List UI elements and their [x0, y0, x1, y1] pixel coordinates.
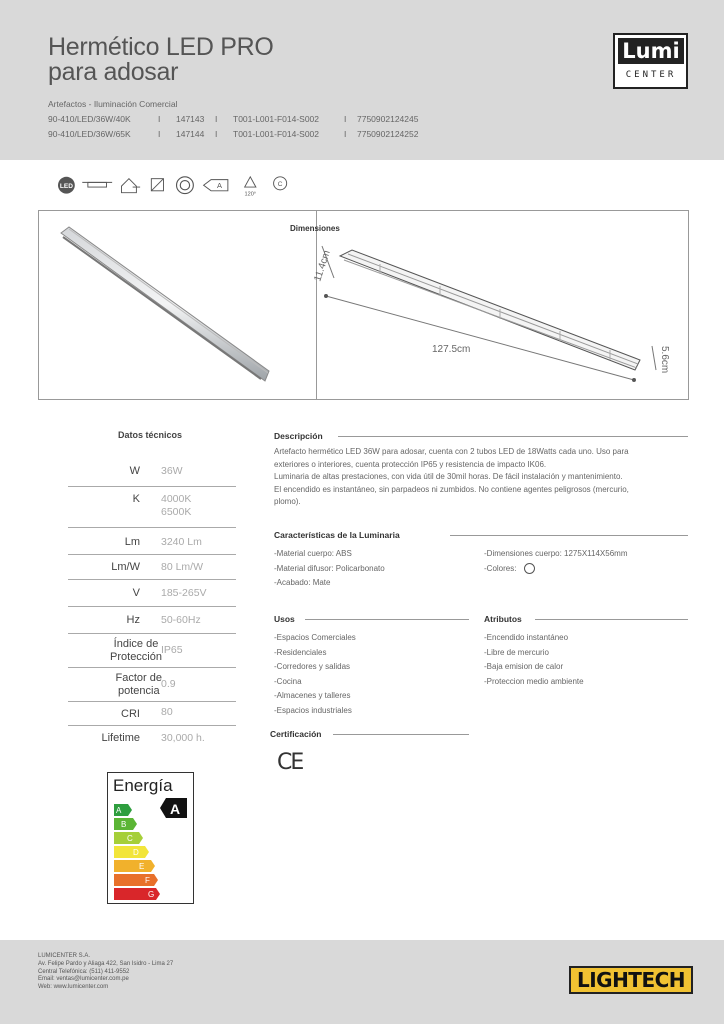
spec-value: 50-60Hz [161, 614, 201, 626]
spec-key: Hz [126, 614, 140, 626]
energy-class-bar [114, 888, 160, 900]
atributo-item: -Encendido instantáneo [484, 633, 569, 642]
energy-class-bar [114, 832, 143, 844]
color-swatch-white [524, 563, 535, 574]
section-divider [450, 535, 688, 536]
lumicenter-logo [613, 33, 688, 89]
section-divider [338, 436, 688, 437]
svg-text:A: A [169, 801, 181, 817]
beam-angle-icon [244, 177, 256, 198]
spec-key: Lm/W [111, 561, 140, 573]
ip-rating-icon [151, 179, 163, 191]
characteristics-title: Características de la Luminaria [274, 530, 400, 540]
contact-line: Av. Felipe Pardo y Aliaga 422, San Isidro - Lima 27 [38, 960, 174, 967]
separator: I [158, 129, 161, 139]
ean-code: 7750902124245 [357, 114, 419, 124]
product-title [48, 35, 274, 85]
logo-subtitle: CENTER [625, 70, 677, 80]
title-line-1: Hermético LED PRO [48, 33, 274, 61]
uso-item: -Espacios industriales [274, 705, 352, 715]
spec-value: 36W [161, 465, 183, 477]
spec-key: Lm [124, 536, 140, 548]
atributo-item: -Baja emision de calor [484, 662, 564, 672]
spec-key: K [132, 493, 140, 505]
spec-row [68, 555, 236, 580]
atributo-item: -Proteccion medio ambiente [484, 676, 584, 686]
spec-key: W [129, 465, 140, 477]
energy-rating-arrow [160, 798, 187, 818]
company-contact [38, 953, 173, 992]
ce-mark-icon: CE [277, 750, 303, 775]
spec-row [68, 528, 236, 555]
spec-row [68, 487, 236, 528]
svg-text:A: A [216, 181, 222, 190]
energy-class-bar [114, 860, 155, 872]
spec-row [68, 607, 236, 634]
characteristic-item: -Material difusor: Policarbonato [274, 563, 385, 573]
spec-row [68, 457, 236, 487]
separator: I [344, 129, 347, 139]
svg-text:E: E [139, 862, 145, 871]
spec-key: Lifetime [101, 732, 140, 744]
spec-value: 185-265V [161, 587, 207, 599]
separator: I [215, 114, 218, 124]
energy-class-bar [114, 818, 137, 830]
description-line: plomo). [274, 497, 301, 506]
logo-wordmark: Lumi [618, 38, 684, 64]
product-photo [39, 211, 315, 399]
spec-row [68, 702, 236, 726]
atributo-item: -Libre de mercurio [484, 647, 549, 657]
length-dimension: 127.5cm [432, 344, 471, 355]
reference-code: T001-L001-F014-S002 [233, 114, 320, 124]
spec-key: CRI [121, 708, 140, 720]
description-body [274, 446, 694, 509]
lightech-logo: LIGHTECH [569, 966, 693, 994]
surface-mount-icon [82, 182, 112, 187]
energy-class-bar [114, 804, 132, 816]
certification-title: Certificación [270, 729, 322, 739]
contact-line: Central Telefónica: (511) 411-9552 [38, 968, 130, 975]
reference-code: T001-L001-F014-S002 [233, 129, 320, 139]
separator: I [344, 114, 347, 124]
characteristic-item: -Material cuerpo: ABS [274, 549, 352, 558]
contact-line: Email: ventas@lumicenter.com.pe [38, 976, 129, 983]
spec-row [68, 634, 236, 668]
characteristic-item: -Colores: [484, 563, 517, 573]
spec-key: Índice de Protección [110, 638, 162, 663]
description-title: Descripción [274, 431, 323, 441]
uso-item: -Espacios Comerciales [274, 633, 356, 642]
atributos-title: Atributos [484, 614, 522, 624]
energy-class-bar [114, 874, 158, 886]
characteristics-list-left [274, 547, 385, 591]
category-text: Artefactos - Iluminación Comercial [48, 99, 178, 109]
contact-line: LUMICENTER S.A. [38, 953, 91, 959]
section-divider [305, 619, 469, 620]
description-line: Luminaria de altas prestaciones, con vida útil de 30mil horas. De fácil instalación y mantenimiento. [274, 472, 623, 481]
certification-seal-icon [177, 177, 194, 194]
indoor-icon [121, 179, 140, 193]
ean-code: 7750902124252 [357, 129, 419, 139]
colors-item [484, 562, 627, 577]
svg-text:C: C [127, 834, 133, 843]
atributos-list [484, 631, 584, 689]
spec-key: Factor de potencia [115, 672, 162, 697]
spec-value: 3240 Lm [161, 536, 202, 548]
svg-text:120°: 120° [244, 191, 257, 198]
description-line: Artefacto hermético LED 36W para adosar, cuenta con 2 tubos LED de 18Watts cada uno. Uso para [274, 447, 629, 456]
spec-row [68, 668, 236, 702]
section-divider [333, 734, 469, 735]
contact-line: Web: www.lumicenter.com [38, 984, 109, 991]
characteristics-list-right [484, 547, 627, 576]
description-line: exteriores o interiores, cuenta protección IP65 y resistencia de impacto IK06. [274, 459, 547, 469]
spec-value: 80 [161, 706, 173, 718]
title-line-2: para adosar [48, 58, 179, 86]
svg-text:C: C [277, 181, 283, 189]
description-line: El encendido es instantáneo, sin parpadeos ni zumbidos. No contiene agentes peligrosos (mercurio, [274, 484, 629, 494]
usos-title: Usos [274, 614, 295, 624]
spec-value: 4000K 6500K [161, 493, 192, 518]
spec-value: IP65 [161, 644, 183, 656]
led-badge-icon [58, 177, 75, 194]
model-code: 90-410/LED/36W/40K [48, 114, 131, 124]
spec-value: 30,000 h. [161, 732, 205, 744]
c-mark-icon [274, 177, 287, 190]
svg-text:D: D [133, 848, 139, 857]
characteristic-item: -Acabado: Mate [274, 578, 331, 588]
uso-item: -Residenciales [274, 647, 327, 657]
svg-text:F: F [145, 876, 150, 885]
section-divider [535, 619, 688, 620]
uso-item: -Almacenes y talleres [274, 691, 351, 701]
width-dimension: 11.4cm [312, 249, 333, 283]
spec-row [68, 580, 236, 607]
specs-title: Datos técnicos [118, 430, 183, 440]
dimensions-drawing [300, 230, 680, 400]
product-code: 147144 [176, 129, 205, 139]
energy-title: Energía [113, 776, 173, 795]
energy-class-icon [204, 180, 228, 191]
svg-text:A: A [116, 806, 122, 815]
spec-row [68, 726, 236, 754]
spec-value: 80 Lm/W [161, 561, 204, 573]
energy-label [107, 772, 194, 904]
separator: I [215, 129, 218, 139]
characteristic-item: -Dimensiones cuerpo: 1275X114X56mm [484, 549, 628, 558]
product-code: 147143 [176, 114, 205, 124]
separator: I [158, 114, 161, 124]
svg-text:G: G [148, 890, 155, 899]
feature-icons [48, 174, 348, 202]
svg-text:B: B [121, 820, 127, 829]
model-code: 90-410/LED/36W/65K [48, 129, 131, 139]
svg-text:LED: LED [59, 183, 73, 190]
energy-scale [108, 797, 193, 902]
spec-value: 0.9 [161, 678, 176, 690]
spec-key: V [132, 587, 140, 599]
uso-item: -Corredores y salidas [274, 662, 351, 672]
usos-list [274, 631, 356, 719]
energy-class-bar [114, 846, 149, 858]
uso-item: -Cocina [274, 676, 302, 686]
height-dimension: 5.6cm [659, 346, 670, 374]
specs-table [68, 457, 236, 754]
dimensions-label: Dimensiones [290, 224, 340, 233]
